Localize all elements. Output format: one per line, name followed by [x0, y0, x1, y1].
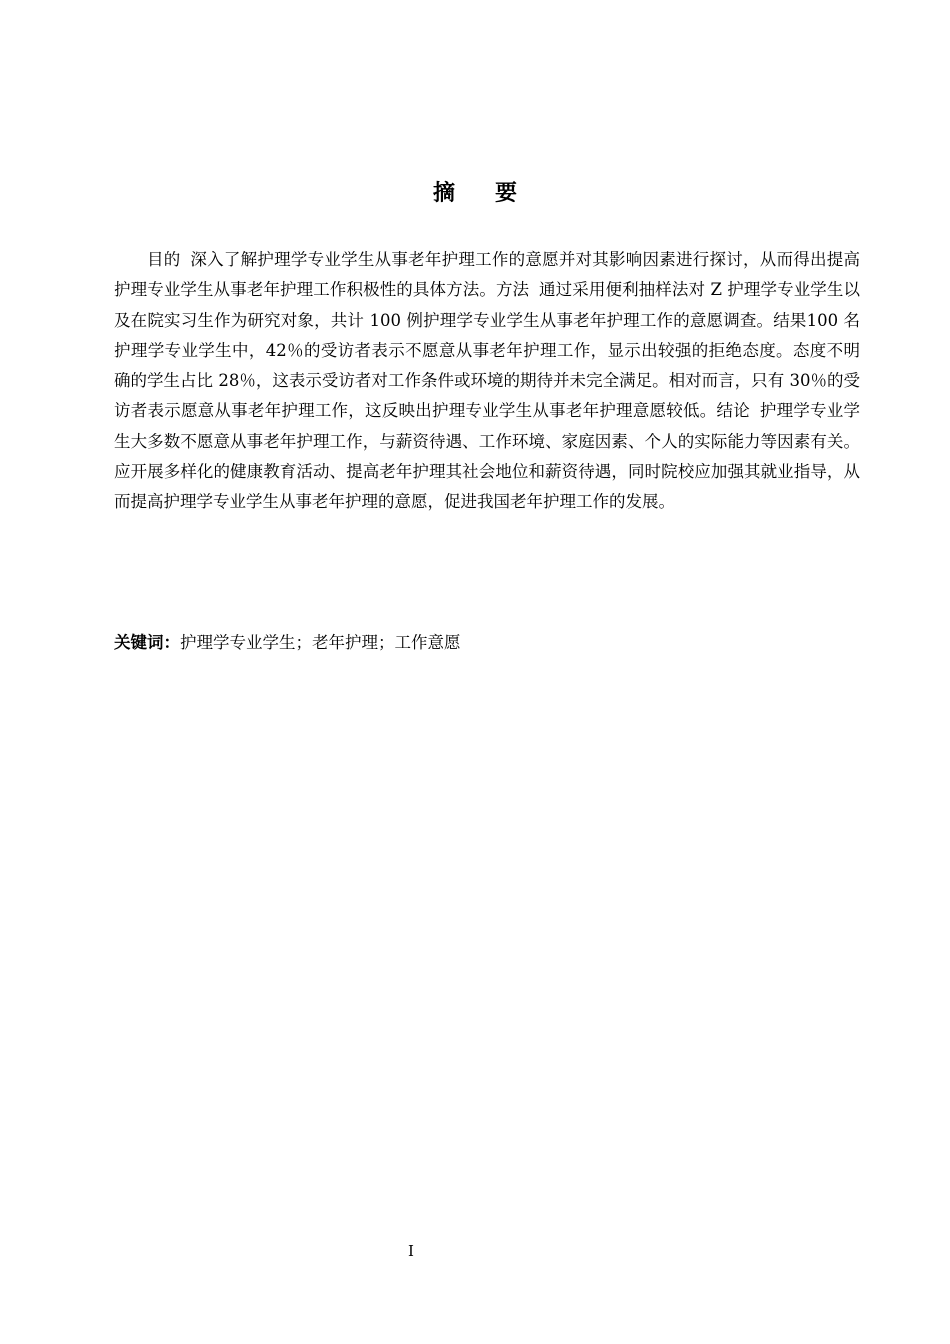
conclusion-text: 护理学专业学生大多数不愿意从事老年护理工作，与薪资待遇、工作环境、家庭因素、个人的实际能力等因素有关。应开展多样化的健康教育活动、提高老年护理其社会地位和薪资待遇，同时院校应加强其就业指导，从而提高护理学专业学生从事老年护理的意愿，促进我国老年护理工作的发展。: [114, 401, 861, 512]
page-number: I: [408, 1242, 414, 1260]
abstract-paragraph: [114, 245, 860, 518]
title-char-1: 摘: [432, 181, 455, 206]
objective-label: 目的: [147, 250, 181, 269]
results-label: 结果: [773, 310, 807, 330]
page-title: [0, 176, 950, 207]
objective-text: 深入了解护理学专业学生从事老年护理工作的意愿并对其影响因素进行探讨，从而得出提高护理专业学生从事老年护理工作积极性的具体方法。: [114, 250, 861, 300]
results-text: 100 名护理学专业学生中，42％的受访者表示不愿意从事老年护理工作，显示出较强的拒绝态度。态度不明确的学生占比 28％，这表示受访者对工作条件或环境的期待并未完全满足。相对而言，只有 30％的受访者表示愿意从事老年护理工作，这反映出护理专业学生从事老年护理意愿较低。: [114, 310, 861, 421]
methods-label: 方法: [495, 280, 530, 300]
keywords-line: [114, 628, 860, 658]
keywords-text: 护理学专业学生；老年护理；工作意愿: [180, 633, 461, 652]
title-char-2: 要: [495, 181, 518, 206]
methods-text: 通过采用便利抽样法对 Z 护理学专业学生以及在院实习生作为研究对象，共计 100 例护理学专业学生从事老年护理工作的意愿调查。: [114, 280, 861, 330]
conclusion-label: 结论: [716, 401, 750, 421]
keywords-label: 关键词：: [114, 633, 180, 652]
